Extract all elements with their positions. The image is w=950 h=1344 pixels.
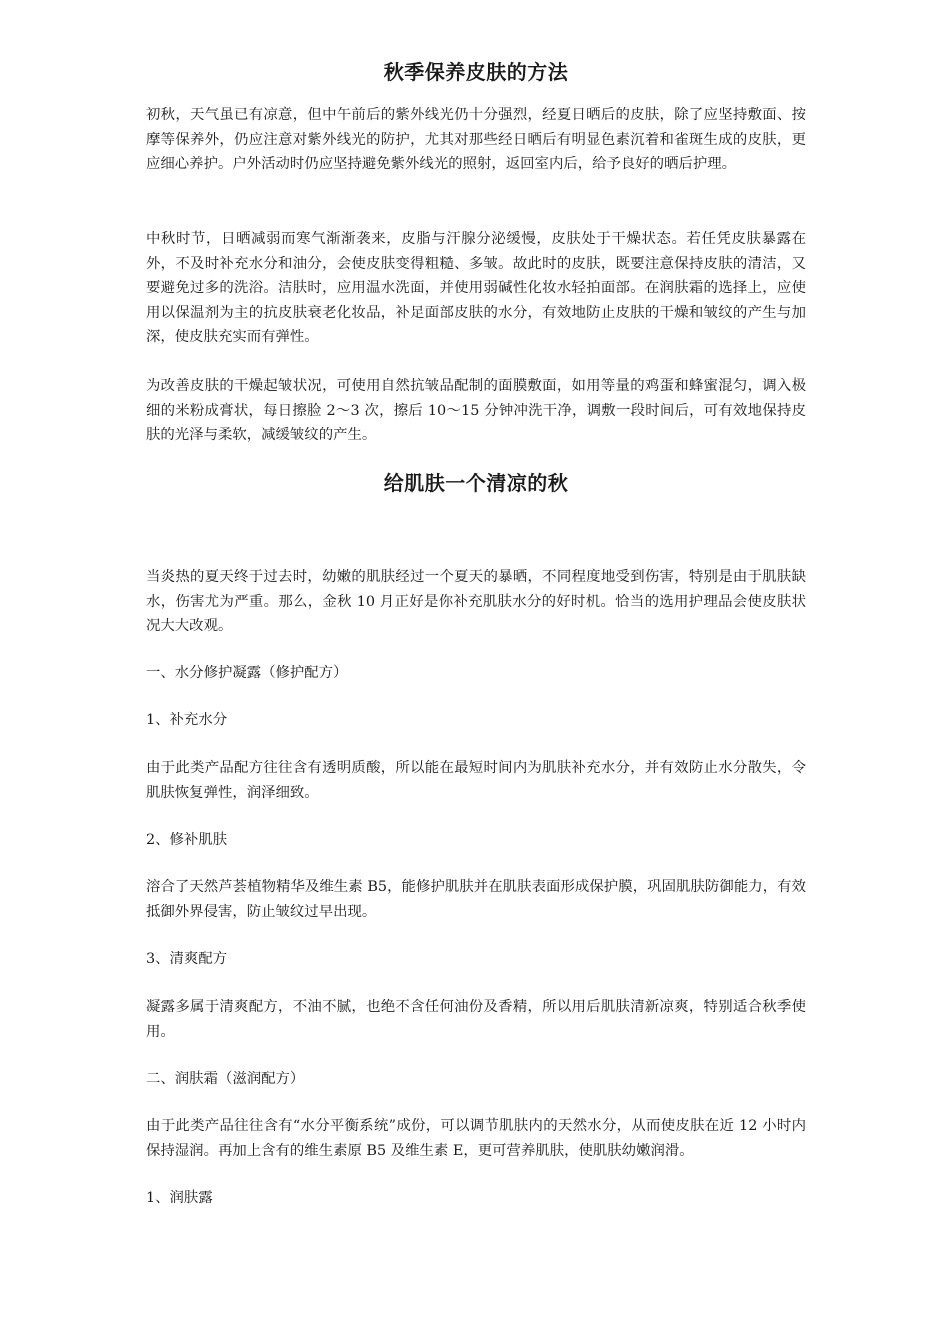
section-title-cool-autumn: 给肌肤一个清凉的秋 [383,471,569,495]
paragraph: 当炎热的夏天终于过去时，幼嫩的肌肤经过一个夏天的暴晒，不同程度地受到伤害，特别是由于肌肤缺水，伤害尤为严重。那么，金秋 10 月正好是你补充肌肤水分的好时机。恰当的选用护理品会使皮肤状况大大改观。 [146,569,806,634]
heading-item: 一、水分修护凝露（修护配方） [146,665,348,681]
paragraph: 初秋，天气虽已有凉意，但中午前后的紫外线光仍十分强烈，经夏日晒后的皮肤，除了应坚持敷面、按摩等保养外，仍应注意对紫外线光的防护，尤其对那些经日晒后有明显色素沉着和雀斑生成的皮肤，更应细心养护。户外活动时仍应坚持避免紫外线光的照射，返回室内后，给予良好的晒后护理。 [146,107,806,172]
heading-item: 1、润肤露 [146,1190,213,1206]
paragraph: 凝露多属于清爽配方，不油不腻，也绝不含任何油份及香精，所以用后肌肤清新凉爽，特别适合秋季使用。 [146,999,806,1040]
section-title-autumn-skincare: 秋季保养皮肤的方法 [383,60,569,84]
paragraph: 为改善皮肤的干燥起皱状况，可使用自然抗皱品配制的面膜敷面，如用等量的鸡蛋和蜂蜜混匀，调入极细的米粉成膏状，每日擦脸 2～3 次，擦后 10～15 分钟冲洗干净，调敷一段时间后，可有效地保持皮肤的光泽与柔软，减缓皱纹的产生。 [146,378,806,443]
heading-item: 二、润肤霜（滋润配方） [146,1071,305,1087]
paragraph: 溶合了天然芦荟植物精华及维生素 B5，能修护肌肤并在肌肤表面形成保护膜，巩固肌肤防御能力，有效抵御外界侵害，防止皱纹过早出现。 [146,879,806,920]
paragraph: 由于此类产品往往含有“水分平衡系统”成份，可以调节肌肤内的天然水分，从而使皮肤在近 12 小时内保持湿润。再加上含有的维生素原 B5 及维生素 E，更可营养肌肤，使肌肤幼嫩润滑。 [146,1118,806,1159]
paragraph: 中秋时节，日晒减弱而寒气渐渐袭来，皮脂与汗腺分泌缓慢，皮肤处于干燥状态。若任凭皮肤暴露在外，不及时补充水分和油分，会使皮肤变得粗糙、多皱。故此时的皮肤，既要注意保持皮肤的清洁，又要避免过多的洗浴。洁肤时，应用温水洗面，并使用弱碱性化妆水轻拍面部。在润肤霜的选择上，应使用以保温剂为主的抗皮肤衰老化妆品，补足面部皮肤的水分，有效地防止皮肤的干燥和皱纹的产生与加深，使皮肤充实而有弹性。 [146,231,806,345]
paragraph: 由于此类产品配方往往含有透明质酸，所以能在最短时间内为肌肤补充水分，并有效防止水分散失，令肌肤恢复弹性，润泽细致。 [146,760,806,801]
heading-item: 2、修补肌肤 [146,832,228,848]
heading-item: 1、补充水分 [146,712,228,728]
heading-item: 3、清爽配方 [146,951,228,967]
